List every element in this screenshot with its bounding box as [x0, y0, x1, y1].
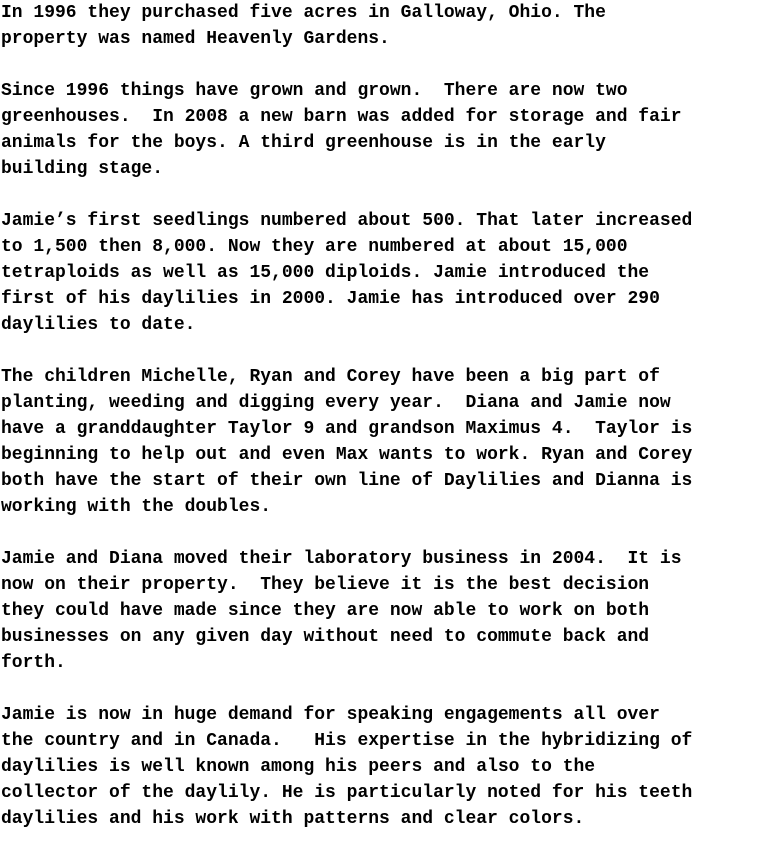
text-line: first of his daylilies in 2000. Jamie has introduced over 290	[1, 289, 660, 309]
text-line: both have the start of their own line of Daylilies and Dianna is	[1, 471, 693, 491]
text-line: forth.	[1, 653, 66, 673]
paragraph-gap	[1, 182, 780, 208]
paragraph-gap	[1, 52, 780, 78]
text-line: have a granddaughter Taylor 9 and grandson Maximus 4. Taylor is	[1, 419, 693, 439]
text-line: Jamie is now in huge demand for speaking engagements all over	[1, 705, 660, 725]
text-line: the country and in Canada. His expertise in the hybridizing of	[1, 731, 693, 751]
paragraph-gap	[1, 676, 780, 702]
text-line: property was named Heavenly Gardens.	[1, 29, 390, 49]
paragraph-purchase	[1, 0, 780, 52]
paragraph-seedlings	[1, 208, 780, 338]
text-line: Jamie and Diana moved their laboratory business in 2004. It is	[1, 549, 682, 569]
text-line: Since 1996 things have grown and grown. There are now two	[1, 81, 628, 101]
text-line: daylilies is well known among his peers and also to the	[1, 757, 596, 777]
text-line: greenhouses. In 2008 a new barn was added for storage and fair	[1, 107, 682, 127]
text-line: building stage.	[1, 159, 164, 179]
paragraph-speaking	[1, 702, 780, 832]
text-line: beginning to help out and even Max wants to work. Ryan and Corey	[1, 445, 693, 465]
text-line: planting, weeding and digging every year. Diana and Jamie now	[1, 393, 671, 413]
text-line: they could have made since they are now able to work on both	[1, 601, 650, 621]
text-line: now on their property. They believe it is the best decision	[1, 575, 650, 595]
paragraph-family	[1, 364, 780, 520]
text-line: daylilies to date.	[1, 315, 196, 335]
text-line: tetraploids as well as 15,000 diploids. Jamie introduced the	[1, 263, 650, 283]
paragraph-growth	[1, 78, 780, 182]
text-line: to 1,500 then 8,000. Now they are numbered at about 15,000	[1, 237, 628, 257]
text-line: businesses on any given day without need to commute back and	[1, 627, 650, 647]
paragraph-gap	[1, 520, 780, 546]
text-line: In 1996 they purchased five acres in Galloway, Ohio. The	[1, 3, 606, 23]
text-line: working with the doubles.	[1, 497, 272, 517]
text-line: daylilies and his work with patterns and clear colors.	[1, 809, 585, 829]
paragraph-laboratory	[1, 546, 780, 676]
text-line: collector of the daylily. He is particularly noted for his teeth	[1, 783, 693, 803]
text-line: The children Michelle, Ryan and Corey have been a big part of	[1, 367, 660, 387]
paragraph-gap	[1, 338, 780, 364]
text-line: Jamie’s first seedlings numbered about 500. That later increased	[1, 211, 693, 231]
text-line: animals for the boys. A third greenhouse is in the early	[1, 133, 606, 153]
